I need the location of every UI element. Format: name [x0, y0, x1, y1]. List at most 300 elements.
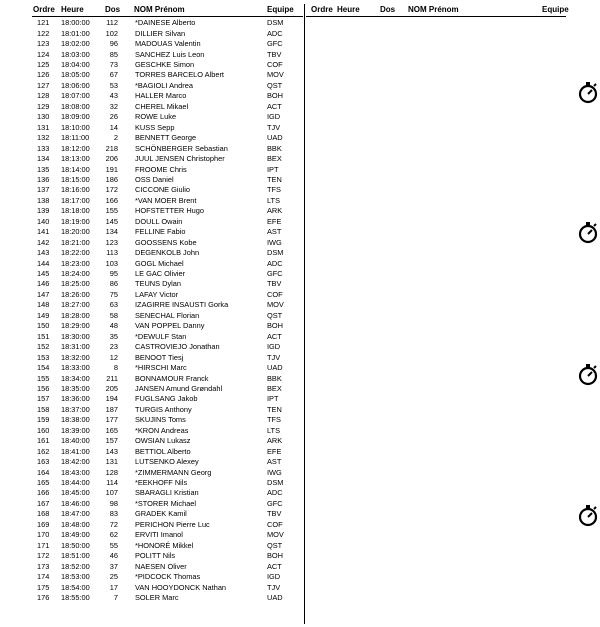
table-row [0, 259, 300, 269]
row-heure: 18:25:00 [61, 279, 90, 289]
row-team: GFC [267, 269, 283, 278]
row-name: OWSIAN Lukasz [135, 436, 191, 446]
row-heure: 18:20:00 [61, 227, 90, 237]
row-ordre: 145 [37, 269, 50, 278]
row-heure: 18:32:00 [61, 352, 90, 362]
row-team: IPT [267, 164, 279, 174]
row-dos: 128 [105, 467, 118, 477]
row-name: CICCONE Giulio [135, 185, 191, 195]
row-dos: 53 [109, 80, 118, 90]
header-divider-right [306, 16, 566, 17]
table-row [0, 583, 300, 593]
row-heure: 18:12:00 [61, 143, 90, 153]
row-name: TURGIS Anthony [135, 404, 192, 414]
row-dos: 112 [106, 18, 118, 28]
row-ordre: 123 [37, 39, 50, 49]
stopwatch-icon [578, 503, 600, 527]
row-ordre: 153 [37, 352, 50, 362]
row-heure: 18:10:00 [61, 122, 90, 132]
row-ordre: 134 [37, 154, 50, 164]
table-row [0, 133, 300, 143]
row-ordre: 129 [37, 101, 50, 111]
row-ordre: 149 [37, 310, 50, 320]
row-name: BONNAMOUR Franck [135, 373, 209, 383]
row-heure: 18:23:00 [61, 258, 90, 268]
row-team: ACT [267, 101, 282, 111]
row-dos: 95 [109, 269, 118, 278]
row-dos: 107 [105, 488, 118, 498]
row-team: TFS [267, 415, 281, 425]
table-row [0, 478, 300, 488]
row-heure: 18:09:00 [61, 112, 90, 122]
row-heure: 18:24:00 [61, 269, 90, 278]
row-team: BEX [267, 383, 282, 393]
row-heure: 18:50:00 [61, 540, 90, 550]
row-name: POLITT Nils [135, 551, 176, 561]
row-heure: 18:29:00 [61, 321, 90, 331]
table-row [0, 551, 300, 561]
row-ordre: 162 [37, 446, 50, 456]
row-heure: 18:37:00 [61, 404, 90, 414]
row-heure: 18:52:00 [61, 561, 90, 571]
row-heure: 18:34:00 [61, 373, 90, 383]
row-team: BEX [267, 154, 282, 164]
table-row [0, 332, 300, 342]
row-team: UAD [267, 133, 283, 143]
row-team: BBK [267, 143, 282, 153]
row-team: UAD [267, 592, 283, 602]
row-team: BOH [267, 551, 284, 561]
row-heure: 18:45:00 [61, 488, 90, 498]
row-team: AST [267, 227, 282, 237]
row-heure: 18:49:00 [61, 530, 90, 540]
row-heure: 18:47:00 [61, 509, 90, 519]
table-row [0, 217, 300, 227]
table-row [0, 311, 300, 321]
row-ordre: 132 [37, 133, 50, 143]
row-dos: 186 [105, 174, 118, 184]
table-row [0, 530, 300, 540]
row-team: DSM [267, 18, 284, 28]
row-ordre: 144 [37, 258, 50, 268]
row-dos: 25 [109, 572, 118, 582]
row-ordre: 141 [37, 227, 50, 237]
row-dos: 98 [109, 498, 118, 508]
row-name: FUGLSANG Jakob [135, 394, 198, 404]
row-dos: 96 [109, 39, 118, 49]
row-ordre: 176 [37, 592, 50, 602]
row-name: MADOUAS Valentin [135, 39, 201, 49]
row-ordre: 128 [37, 91, 50, 101]
row-ordre: 152 [37, 342, 50, 352]
row-team: GFC [267, 39, 283, 49]
row-heure: 18:06:00 [61, 80, 90, 90]
row-heure: 18:35:00 [61, 383, 90, 393]
stopwatch-icon [578, 220, 600, 244]
table-row [0, 394, 300, 404]
table-row [0, 154, 300, 164]
row-team: QST [267, 540, 283, 550]
table-row [0, 415, 300, 425]
row-ordre: 122 [37, 28, 50, 38]
row-dos: 114 [106, 478, 118, 487]
row-dos: 14 [109, 122, 118, 132]
row-name: LE GAC Olivier [135, 269, 186, 278]
row-team: IGD [267, 342, 281, 352]
row-ordre: 158 [37, 404, 50, 414]
table-row [0, 196, 300, 206]
row-team: ADC [267, 28, 283, 38]
stopwatch-icon [578, 80, 600, 104]
row-name: *BAGIOLI Andrea [135, 80, 193, 90]
row-dos: 46 [109, 551, 118, 561]
row-dos: 35 [109, 331, 118, 341]
row-team: IWG [267, 467, 282, 477]
row-heure: 18:28:00 [61, 310, 90, 320]
row-name: KUSS Sepp [135, 122, 175, 132]
row-team: LTS [267, 195, 281, 205]
row-team: ARK [267, 436, 283, 446]
row-team: LTS [267, 425, 281, 435]
row-ordre: 151 [37, 331, 50, 341]
row-ordre: 130 [37, 112, 50, 122]
row-dos: 73 [109, 60, 118, 69]
row-ordre: 137 [37, 185, 50, 195]
row-dos: 157 [105, 436, 118, 446]
row-name: *PIDCOCK Thomas [135, 572, 201, 582]
row-team: TJV [267, 352, 281, 362]
row-dos: 218 [105, 143, 118, 153]
row-ordre: 148 [37, 300, 50, 310]
table-row [0, 227, 300, 237]
row-ordre: 156 [37, 383, 50, 393]
row-heure: 18:55:00 [61, 592, 90, 602]
row-heure: 18:44:00 [61, 478, 90, 487]
row-ordre: 157 [37, 394, 50, 404]
table-row [0, 342, 300, 352]
row-team: ADC [267, 488, 283, 498]
table-row [0, 593, 300, 603]
row-team: TEN [267, 404, 282, 414]
row-ordre: 133 [37, 143, 50, 153]
row-team: TEN [267, 174, 282, 184]
row-dos: 23 [109, 342, 118, 352]
table-row [0, 185, 300, 195]
table-row [0, 50, 300, 60]
row-dos: 155 [105, 206, 118, 216]
row-dos: 177 [105, 415, 118, 425]
row-dos: 206 [105, 154, 118, 164]
row-ordre: 140 [37, 216, 50, 226]
table-row [0, 175, 300, 185]
row-team: BOH [267, 91, 284, 101]
table-row [0, 353, 300, 363]
row-name: VAN POPPEL Danny [135, 321, 205, 331]
row-dos: 43 [109, 91, 118, 101]
row-dos: 55 [109, 540, 118, 550]
row-ordre: 173 [37, 561, 50, 571]
row-ordre: 143 [37, 248, 50, 258]
row-dos: 7 [113, 592, 118, 602]
row-team: TJV [267, 122, 281, 132]
row-ordre: 171 [37, 540, 50, 550]
row-team: TFS [267, 185, 281, 195]
row-heure: 18:17:00 [61, 195, 90, 205]
table-row [0, 60, 300, 70]
row-heure: 18:13:00 [61, 154, 90, 164]
row-team: ADC [267, 258, 283, 268]
row-name: IZAGIRRE INSAUSTI Gorka [135, 300, 229, 310]
row-heure: 18:36:00 [61, 394, 90, 404]
table-row [0, 91, 300, 101]
row-name: SENECHAL Florian [135, 310, 200, 320]
row-dos: 58 [109, 310, 118, 320]
row-name: NAESEN Oliver [135, 561, 187, 571]
row-name: PERICHON Pierre Luc [135, 519, 210, 529]
table-row [0, 70, 300, 80]
row-ordre: 150 [37, 321, 50, 331]
row-dos: 8 [113, 363, 118, 373]
row-dos: 67 [109, 70, 118, 80]
row-name: FELLINE Fabio [135, 227, 186, 237]
row-name: DILLIER Silvan [135, 28, 186, 38]
row-ordre: 161 [37, 436, 50, 446]
row-team: ACT [267, 561, 282, 571]
row-name: TORRES BARCELO Albert [135, 70, 224, 80]
row-ordre: 160 [37, 425, 50, 435]
row-ordre: 166 [37, 488, 50, 498]
table-row [0, 321, 300, 331]
row-name: SANCHEZ Luis Leon [135, 49, 205, 59]
row-name: SKUJINS Toms [135, 415, 186, 425]
row-ordre: 147 [37, 289, 50, 299]
table-row [0, 18, 300, 28]
table-row [0, 248, 300, 258]
row-heure: 18:51:00 [61, 551, 90, 561]
row-name: JUUL JENSEN Christopher [135, 154, 225, 164]
column-divider [304, 4, 305, 624]
row-team: EFE [267, 446, 282, 456]
row-heure: 18:08:00 [61, 101, 90, 111]
table-row [0, 123, 300, 133]
row-team: DSM [267, 478, 284, 487]
row-ordre: 165 [37, 478, 50, 487]
row-name: BENNETT George [135, 133, 197, 143]
row-name: CHEREL Mikael [135, 101, 189, 111]
row-dos: 103 [105, 258, 118, 268]
row-dos: 17 [109, 582, 118, 592]
row-team: IWG [267, 237, 282, 247]
row-dos: 12 [109, 352, 118, 362]
table-row [0, 499, 300, 509]
table-row [0, 144, 300, 154]
table-row [0, 363, 300, 373]
row-name: *DEWULF Stan [135, 331, 187, 341]
row-dos: 63 [109, 300, 118, 310]
header-heure-right: Heure [337, 5, 360, 14]
row-dos: 131 [105, 457, 118, 467]
table-row [0, 102, 300, 112]
table-row [0, 374, 300, 384]
header-name-right: NOM Prénom [408, 5, 459, 14]
table-row [0, 39, 300, 49]
row-team: IPT [267, 394, 279, 404]
row-name: *HONORÉ Mikkel [135, 540, 194, 550]
header-ordre-right: Ordre [311, 5, 333, 14]
row-heure: 18:19:00 [61, 216, 90, 226]
row-dos: 102 [105, 28, 118, 38]
table-row [0, 279, 300, 289]
row-heure: 18:27:00 [61, 300, 90, 310]
row-heure: 18:41:00 [61, 446, 90, 456]
row-ordre: 125 [37, 60, 50, 69]
row-team: IGD [267, 572, 281, 582]
row-ordre: 174 [37, 572, 50, 582]
row-ordre: 126 [37, 70, 50, 80]
table-row [0, 290, 300, 300]
row-heure: 18:04:00 [61, 60, 90, 69]
table-row [0, 457, 300, 467]
row-heure: 18:43:00 [61, 467, 90, 477]
row-name: BETTIOL Alberto [135, 446, 191, 456]
row-heure: 18:42:00 [61, 457, 90, 467]
row-name: GESCHKE Simon [135, 60, 195, 69]
header-heure: Heure [61, 5, 84, 14]
row-ordre: 154 [37, 363, 50, 373]
header-name: NOM Prénom [134, 5, 185, 14]
row-name: *VAN MOER Brent [135, 195, 197, 205]
row-heure: 18:40:00 [61, 436, 90, 446]
row-name: DEGENKOLB John [135, 248, 200, 258]
row-team: TBV [267, 509, 282, 519]
header-team: Equipe [267, 5, 294, 14]
header-divider [32, 16, 303, 17]
row-name: GRADEK Kamil [135, 509, 187, 519]
row-heure: 18:02:00 [61, 39, 90, 49]
row-name: OSS Daniel [135, 174, 174, 184]
row-dos: 26 [109, 112, 118, 122]
row-name: *EEKHOFF Nils [135, 478, 188, 487]
row-name: *KRON Andreas [135, 425, 189, 435]
row-heure: 18:39:00 [61, 425, 90, 435]
row-name: *DAINESE Alberto [135, 18, 196, 28]
table-row [0, 300, 300, 310]
table-row [0, 426, 300, 436]
row-heure: 18:05:00 [61, 70, 90, 80]
row-name: CASTROVIEJO Jonathan [135, 342, 220, 352]
row-name: LAFAY Victor [135, 289, 179, 299]
row-heure: 18:46:00 [61, 498, 90, 508]
row-name: BENOOT Tiesj [135, 352, 184, 362]
row-ordre: 155 [37, 373, 50, 383]
row-heure: 18:03:00 [61, 49, 90, 59]
row-name: *STORER Michael [135, 498, 197, 508]
table-row [0, 520, 300, 530]
table-row [0, 468, 300, 478]
row-heure: 18:01:00 [61, 28, 90, 38]
row-ordre: 169 [37, 519, 50, 529]
row-team: BOH [267, 321, 284, 331]
row-dos: 37 [109, 561, 118, 571]
row-ordre: 138 [37, 195, 50, 205]
row-dos: 205 [105, 383, 118, 393]
row-name: VAN HOOYDONCK Nathan [135, 582, 227, 592]
row-name: TEUNS Dylan [135, 279, 181, 289]
row-team: GFC [267, 498, 283, 508]
row-ordre: 139 [37, 206, 50, 216]
row-dos: 62 [109, 530, 118, 540]
row-dos: 113 [106, 248, 118, 258]
row-heure: 18:15:00 [61, 174, 90, 184]
row-ordre: 136 [37, 174, 50, 184]
row-name: SBARAGLI Kristian [135, 488, 199, 498]
row-heure: 18:18:00 [61, 206, 90, 216]
row-heure: 18:00:00 [61, 18, 90, 28]
row-ordre: 172 [37, 551, 50, 561]
row-dos: 211 [106, 373, 118, 383]
row-name: *HIRSCHI Marc [135, 363, 187, 373]
row-name: JANSEN Amund Grøndahl [135, 383, 223, 393]
row-name: HALLER Marco [135, 91, 187, 101]
row-dos: 85 [109, 49, 118, 59]
row-team: TBV [267, 279, 282, 289]
row-team: ACT [267, 331, 282, 341]
row-ordre: 167 [37, 498, 50, 508]
row-heure: 18:26:00 [61, 289, 90, 299]
row-ordre: 142 [37, 237, 50, 247]
header-team-right: Equipe [542, 5, 569, 14]
row-ordre: 168 [37, 509, 50, 519]
table-row [0, 562, 300, 572]
row-name: SOLER Marc [135, 592, 179, 602]
row-name: GOOSSENS Kobe [135, 237, 197, 247]
table-row [0, 165, 300, 175]
row-team: QST [267, 310, 283, 320]
row-heure: 18:22:00 [61, 248, 90, 258]
row-dos: 134 [105, 227, 118, 237]
row-heure: 18:33:00 [61, 363, 90, 373]
row-name: GOGL Michael [135, 258, 184, 268]
row-ordre: 135 [37, 164, 50, 174]
table-row [0, 488, 300, 498]
table-row [0, 572, 300, 582]
row-dos: 166 [105, 195, 118, 205]
row-heure: 18:38:00 [61, 415, 90, 425]
table-row [0, 541, 300, 551]
table-row [0, 81, 300, 91]
row-ordre: 159 [37, 415, 50, 425]
row-heure: 18:31:00 [61, 342, 90, 352]
row-team: DSM [267, 248, 284, 258]
row-ordre: 121 [37, 18, 50, 28]
row-name: DOULL Owain [135, 216, 183, 226]
row-ordre: 146 [37, 279, 50, 289]
row-dos: 165 [105, 425, 118, 435]
row-heure: 18:30:00 [61, 331, 90, 341]
table-row [0, 269, 300, 279]
table-row [0, 238, 300, 248]
row-ordre: 163 [37, 457, 50, 467]
table-row [0, 384, 300, 394]
row-team: QST [267, 80, 283, 90]
row-team: COF [267, 519, 283, 529]
row-team: COF [267, 289, 283, 299]
row-team: IGD [267, 112, 281, 122]
row-heure: 18:07:00 [61, 91, 90, 101]
row-team: ARK [267, 206, 283, 216]
row-dos: 83 [109, 509, 118, 519]
row-name: ERVITI Imanol [135, 530, 183, 540]
